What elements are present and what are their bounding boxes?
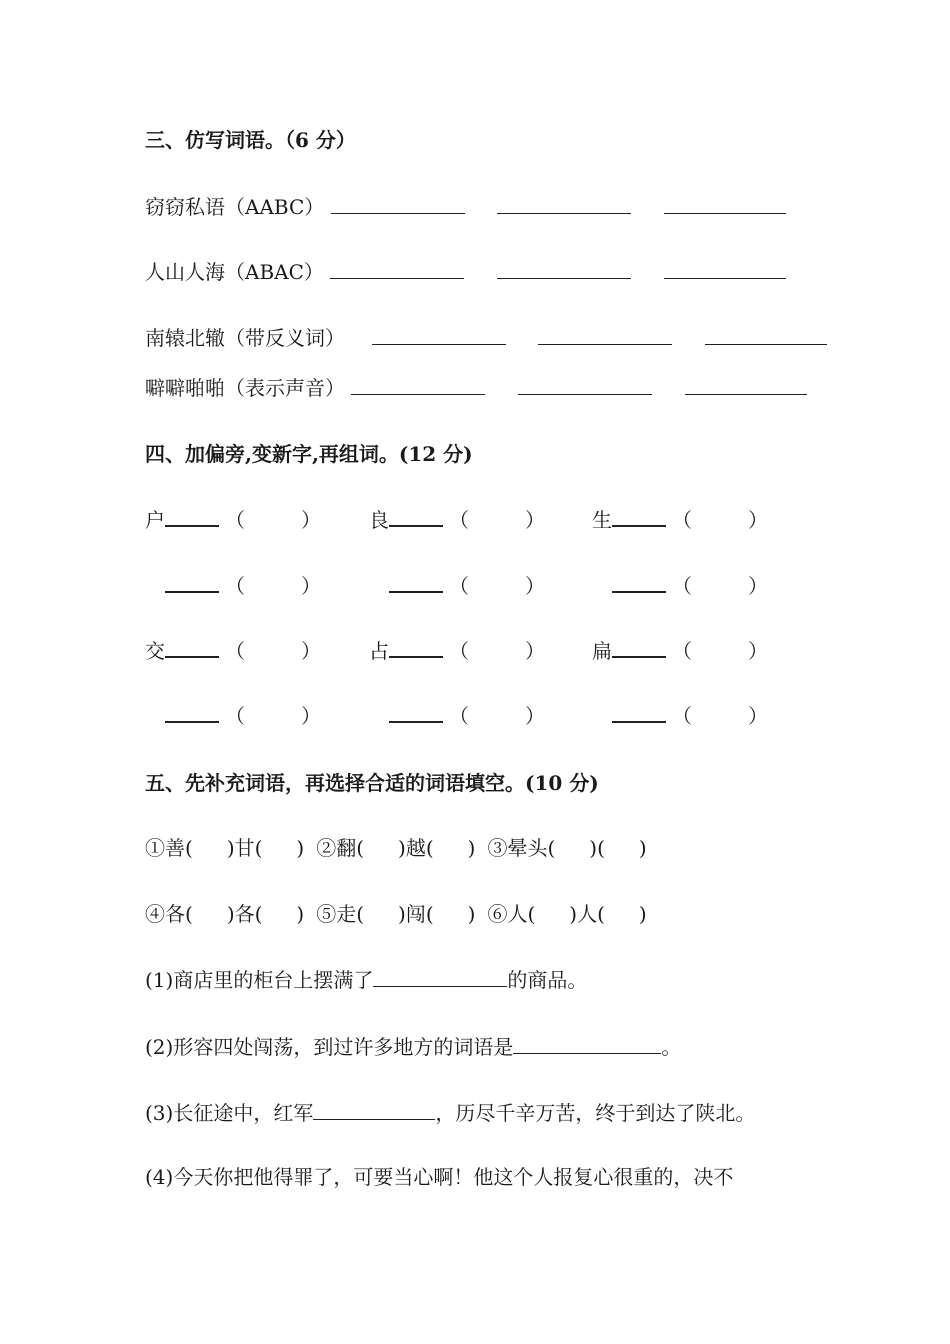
new-char-blank[interactable] bbox=[612, 507, 666, 527]
base-char: 扁 bbox=[592, 639, 612, 663]
radical-item: （ ） bbox=[165, 572, 321, 600]
answer-blank[interactable] bbox=[497, 260, 631, 279]
imitation-row-abac bbox=[145, 258, 786, 286]
new-char-blank[interactable] bbox=[389, 573, 443, 593]
idiom-row-2: ④各( )各( ) ⑤走( )闯( ) ⑥人( )人( ) bbox=[145, 902, 647, 926]
base-char: 生 bbox=[592, 508, 612, 532]
new-char-blank[interactable] bbox=[165, 507, 219, 527]
radical-item: 交 （ ） bbox=[145, 639, 321, 663]
new-char-blank[interactable] bbox=[165, 573, 219, 593]
radical-item: （ ） bbox=[165, 702, 321, 730]
base-char: 交 bbox=[145, 639, 165, 663]
answer-blank[interactable] bbox=[330, 260, 464, 279]
imitation-word: 噼噼啪啪（表示声音） bbox=[145, 376, 345, 400]
answer-blank[interactable] bbox=[373, 968, 507, 987]
imitation-word: 人山人海（ABAC） bbox=[145, 260, 324, 284]
imitation-word: 南辕北辙（带反义词） bbox=[145, 326, 345, 350]
radical-item: （ ） bbox=[612, 702, 768, 730]
radical-item: （ ） bbox=[389, 702, 545, 730]
section-3-heading: 三、仿写词语。（6 分） bbox=[145, 128, 356, 152]
new-char-blank[interactable] bbox=[165, 703, 219, 723]
radical-item: （ ） bbox=[612, 572, 768, 600]
answer-blank[interactable] bbox=[351, 376, 485, 395]
imitation-row-aabc bbox=[145, 193, 786, 221]
section-4-heading: 四、加偏旁,变新字,再组词。(12 分) bbox=[145, 442, 473, 466]
question-1: (1)商店里的柜台上摆满了 的商品。 bbox=[145, 968, 588, 992]
question-2: (2)形容四处闯荡，到过许多地方的词语是 。 bbox=[145, 1035, 682, 1059]
imitation-row-sound bbox=[145, 374, 807, 402]
imitation-word: 窃窃私语（AABC） bbox=[145, 195, 325, 219]
answer-blank[interactable] bbox=[538, 326, 672, 345]
answer-blank[interactable] bbox=[372, 326, 506, 345]
answer-blank[interactable] bbox=[664, 195, 786, 214]
radical-item: 良 （ ） bbox=[369, 508, 545, 532]
new-char-blank[interactable] bbox=[612, 638, 666, 658]
radical-item: （ ） bbox=[389, 572, 545, 600]
answer-blank[interactable] bbox=[313, 1101, 435, 1120]
radical-item: 生 （ ） bbox=[592, 508, 768, 532]
new-char-blank[interactable] bbox=[612, 703, 666, 723]
radical-item: 占 （ ） bbox=[369, 639, 545, 663]
answer-blank[interactable] bbox=[518, 376, 652, 395]
new-char-blank[interactable] bbox=[389, 703, 443, 723]
answer-blank[interactable] bbox=[497, 195, 631, 214]
answer-blank[interactable] bbox=[705, 326, 827, 345]
question-3: (3)长征途中，红军 ，历尽千辛万苦，终于到达了陕北。 bbox=[145, 1101, 756, 1125]
radical-item: 户 （ ） bbox=[145, 508, 321, 532]
question-4: (4)今天你把他得罪了，可要当心啊！他这个人报复心很重的，决不 bbox=[145, 1165, 734, 1189]
new-char-blank[interactable] bbox=[612, 573, 666, 593]
idiom-row-1: ①善( )甘( ) ②翻( )越( ) ③晕头( )( ) bbox=[145, 836, 647, 860]
radical-item: 扁 （ ） bbox=[592, 639, 768, 663]
section-5-heading: 五、先补充词语，再选择合适的词语填空。(10 分) bbox=[145, 771, 599, 795]
imitation-row-antonym bbox=[145, 324, 827, 352]
base-char: 户 bbox=[145, 508, 165, 532]
new-char-blank[interactable] bbox=[389, 507, 443, 527]
answer-blank[interactable] bbox=[513, 1035, 661, 1054]
new-char-blank[interactable] bbox=[389, 638, 443, 658]
answer-blank[interactable] bbox=[664, 260, 786, 279]
answer-blank[interactable] bbox=[685, 376, 807, 395]
base-char: 占 bbox=[369, 639, 389, 663]
answer-blank[interactable] bbox=[331, 195, 465, 214]
base-char: 良 bbox=[369, 508, 389, 532]
new-char-blank[interactable] bbox=[165, 638, 219, 658]
